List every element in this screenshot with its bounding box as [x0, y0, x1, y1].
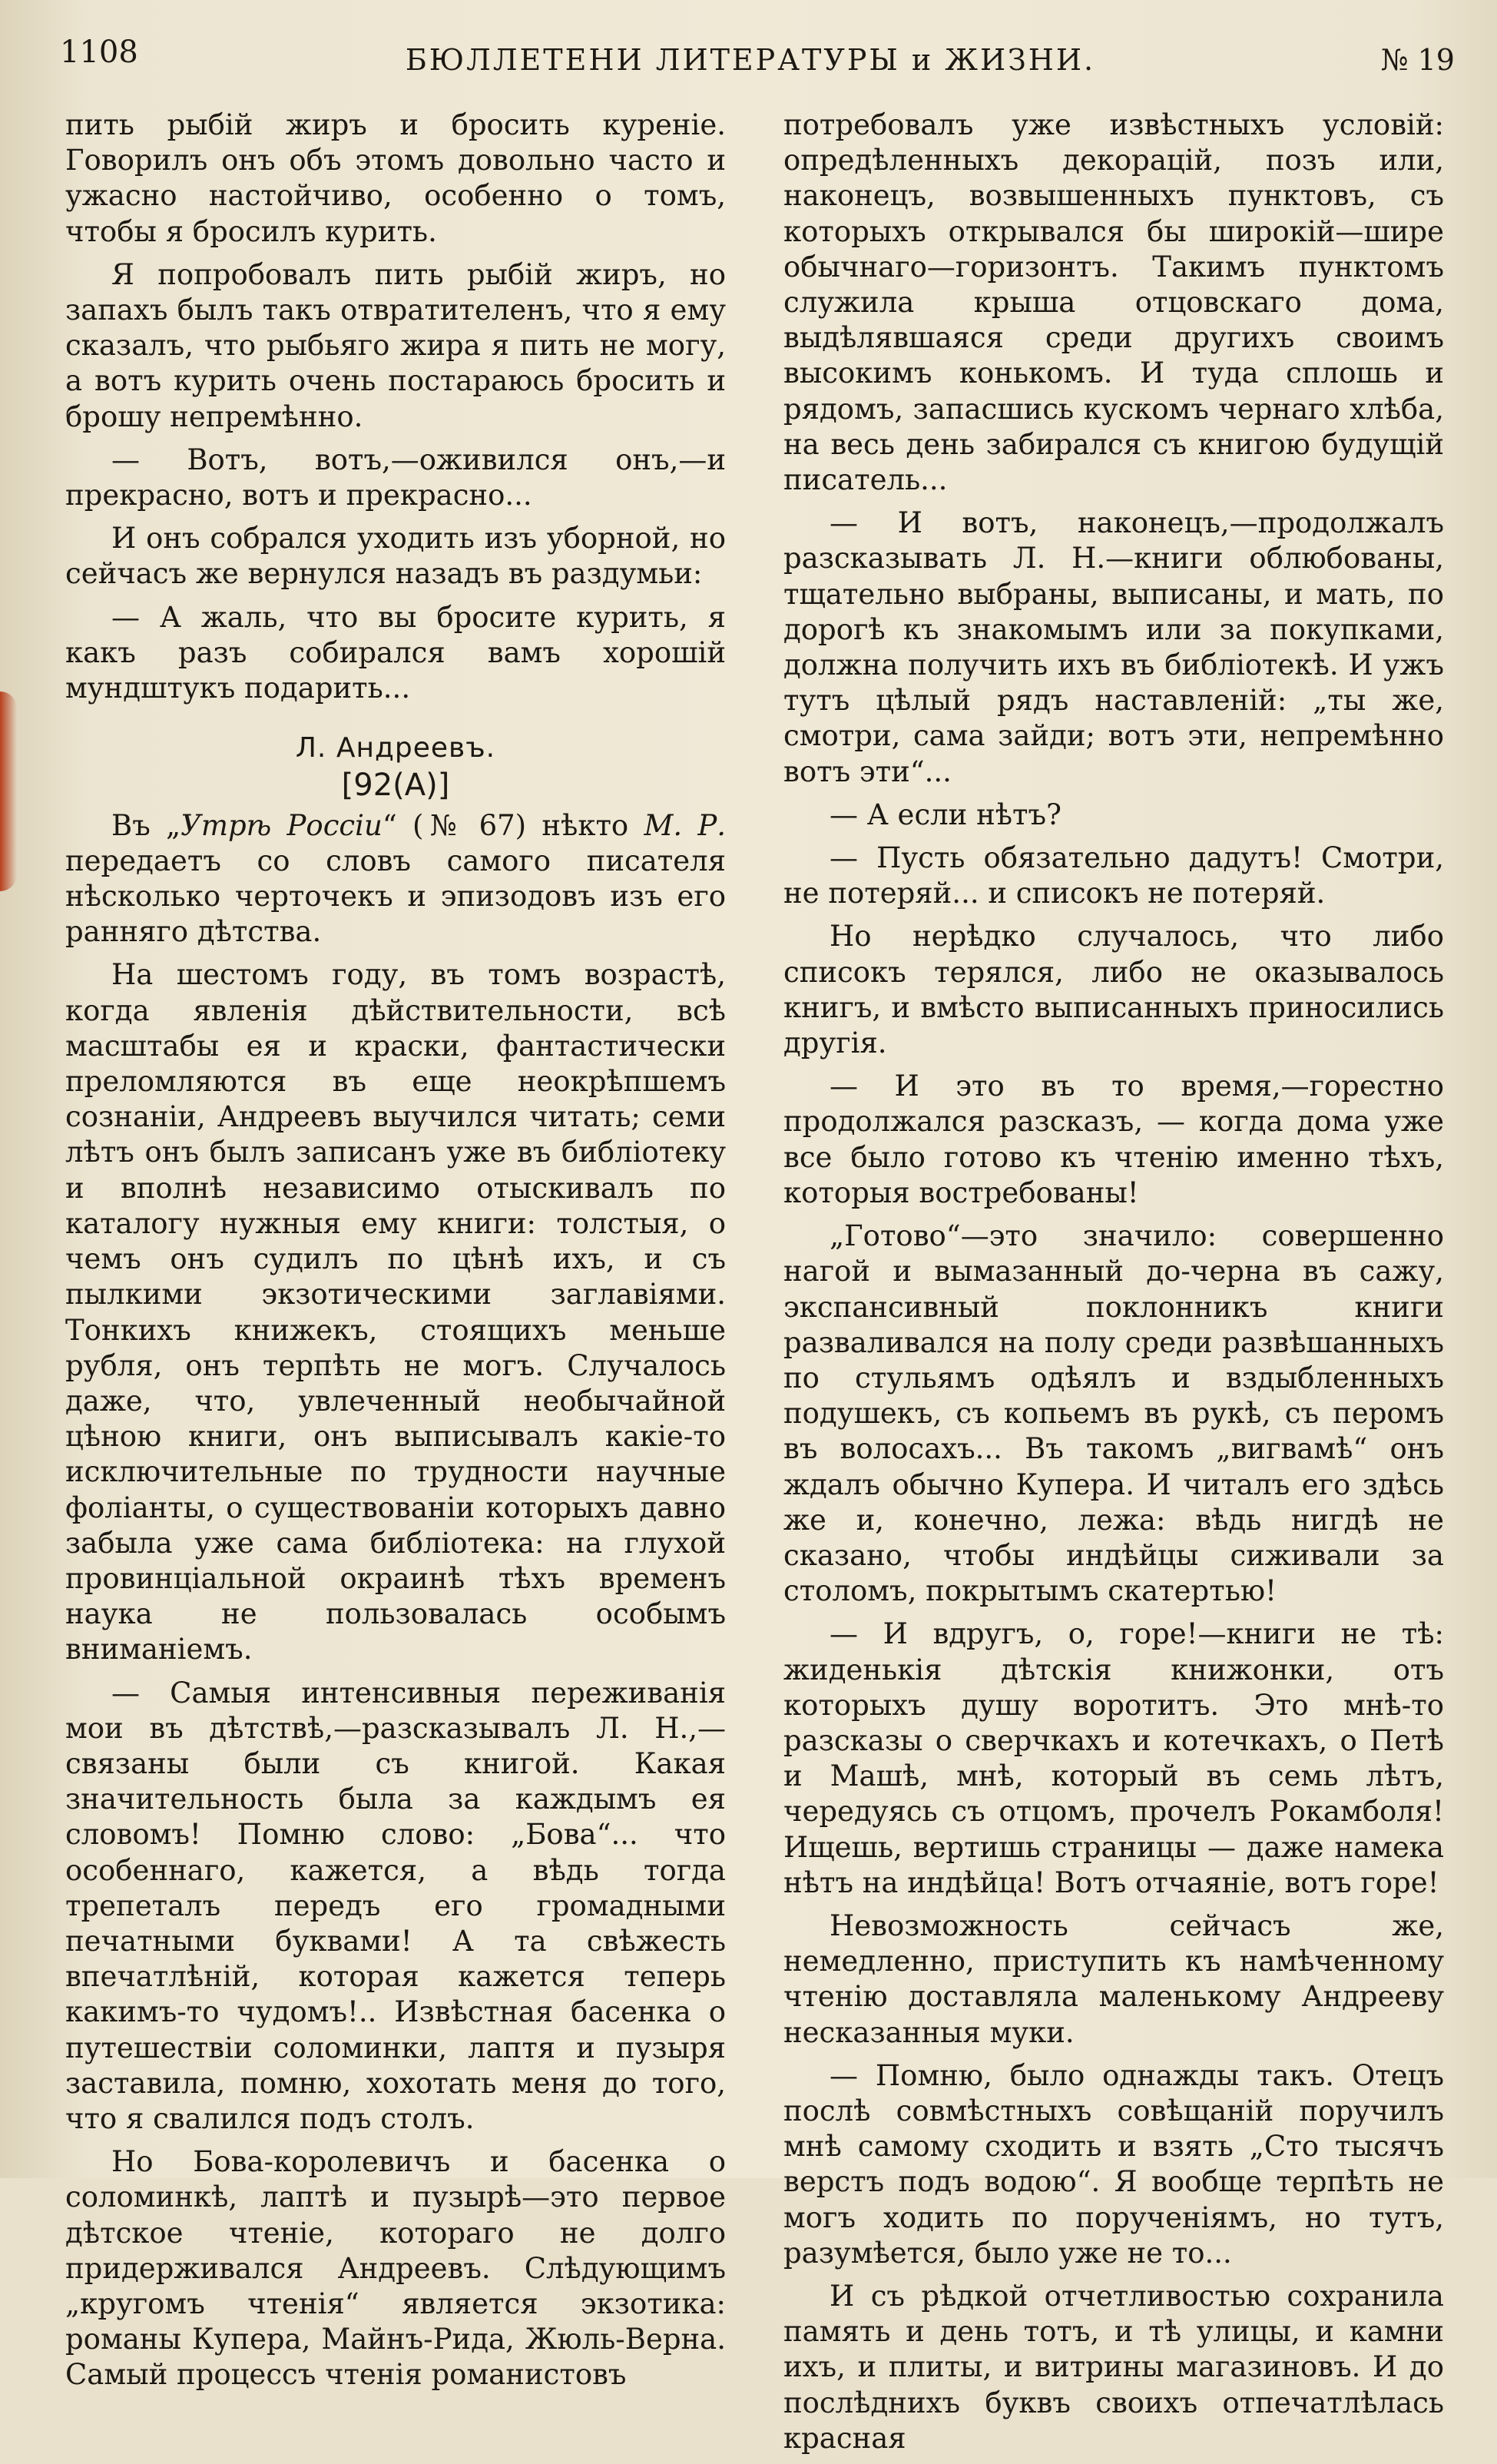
- article-author: Л. Андреевъ.: [295, 732, 496, 764]
- paragraph: И съ рѣдкой отчетливостью сохранила память и день тотъ, и тѣ улицы, и камни ихъ, и плиты, и витрины магазиновъ. И до послѣднихъ буквъ своихъ отпечатлѣлась красная: [783, 2279, 1444, 2455]
- article-reference: [92(А)]: [341, 768, 450, 804]
- running-title: БЮЛЛЕТЕНИ ЛИТЕРАТУРЫ и ЖИЗНИ.: [405, 43, 1096, 77]
- paragraph: На шестомъ году, въ томъ возрастѣ, когда явленія дѣйствительности, всѣ масштабы ея и краски, фантастически преломляются въ еще неокрѣпшемъ сознаніи, Андреевъ выучился читать; семи лѣтъ онъ былъ записанъ уже въ библіотеку и вполнѣ независимо отыскивалъ по каталогу нужныя ему книги: толстыя, о чемъ онъ судилъ по цѣнѣ ихъ, и съ пылкими экзотическими заглавіями. Тонкихъ книжекъ, стоящихъ меньше рубля, онъ терпѣть не могъ. Случалось даже, что, увлеченный необычайной цѣною книги, онъ выписывалъ какіе-то исключительные по трудности научные фоліанты, о существованіи которыхъ давно забыла уже сама библіотека: на глухой провинціальной окраинѣ тѣхъ временъ наука не пользовалась особымъ вниманіемъ.: [65, 958, 726, 1666]
- paragraph: Невозможность сейчасъ же, немедленно, приступить къ намѣченному чтенію доставляла маленькому Андрееву несказанныя муки.: [783, 1909, 1444, 2049]
- page-number: 1108: [60, 35, 138, 70]
- paragraph: — И вдругъ, о, горе!—книги не тѣ: жиденькія дѣтскія книжонки, отъ которыхъ душу воротитъ. Это мнѣ-то разсказы о сверчкахъ и котечкахъ, о Петѣ и Машѣ, мнѣ, который въ семь лѣтъ, чередуясь съ отцомъ, прочелъ Рокамболя! Ищешь, вертишь страницы — даже намека нѣтъ на индѣйца! Вотъ отчаяніе, вотъ горе!: [783, 1617, 1444, 1899]
- page-header: [46, 22, 1455, 83]
- page-edge-stain: [0, 691, 17, 891]
- source-title: Утрѣ Россіи: [181, 808, 383, 842]
- paragraph: Въ „Утрѣ Россіи“ (№ 67) нѣкто М. Р. передаетъ со словъ самого писателя нѣсколько черточекъ и эпизодовъ изъ его ранняго дѣтства.: [65, 808, 726, 949]
- paragraph: потребовалъ уже извѣстныхъ условій: опредѣленныхъ декорацій, позъ или, наконецъ, возвышенныхъ пунктовъ, съ которыхъ открывался бы широкій—шире обычнаго—горизонтъ. Такимъ пунктомъ служила крыша отцовскаго дома, выдѣлявшаяся среди другихъ своимъ высокимъ конькомъ. И туда сплошь и рядомъ, запасшись кускомъ чернаго хлѣба, на весь день забирался съ книгою будущій писатель...: [783, 108, 1444, 497]
- left-column: [65, 108, 726, 2401]
- paragraph: Но Бова-королевичъ и басенка о соломинкѣ, лаптѣ и пузырѣ—это первое дѣтское чтеніе, котораго не долго придерживался Андреевъ. Слѣдующимъ „кругомъ чтенія“ является экзотика: романы Купера, Майнъ-Рида, Жюль-Верна. Самый процессъ чтенія романистовъ: [65, 2145, 726, 2392]
- paragraph: „Готово“—это значило: совершенно нагой и вымазанный до-черна въ сажу, экспансивный поклонникъ книги разваливался на полу среди развѣшанныхъ по стульямъ одѣялъ и вздыбленныхъ подушекъ, съ копьемъ въ рукѣ, съ перомъ въ волосахъ... Въ такомъ „вигвамѣ“ онъ ждалъ обычно Купера. И читалъ его здѣсь же и, конечно, лежа: вѣдь нигдѣ не сказано, чтобы индѣйцы сиживали за столомъ, покрытымъ скатертью!: [783, 1219, 1444, 1608]
- paragraph: И онъ собрался уходить изъ уборной, но сейчасъ же вернулся назадъ въ раздумьи:: [65, 522, 726, 591]
- paragraph: — И вотъ, наконецъ,—продолжалъ разсказывать Л. Н.—книги облюбованы, тщательно выбраны, выписаны, и мать, по дорогѣ къ знакомымъ или за покупками, должна получить ихъ въ библіотекѣ. И ужъ тутъ цѣлый рядъ наставленій: „ты же, смотри, сама зайди; вотъ эти, непремѣнно вотъ эти“...: [783, 506, 1444, 788]
- paragraph: — Самыя интенсивныя переживанія мои въ дѣтствѣ,—разсказывалъ Л. Н.,—связаны были съ книгой. Какая значительность была за каждымъ ея словомъ! Помню слово: „Бова“... что особеннаго, кажется, а вѣдь тогда трепеталъ передъ его громадными печатными буквами! А та свѣжесть впечатлѣній, которая кажется теперь какимъ-то чудомъ!.. Извѣстная басенка о путешествіи соломинки, лаптя и пузыря заставила, помню, хохотать меня до того, что я свалился подъ столъ.: [65, 1676, 726, 2135]
- paragraph: пить рыбій жиръ и бросить куреніе. Говорилъ онъ объ этомъ довольно часто и ужасно настойчиво, особенно о томъ, чтобы я бросилъ курить.: [65, 108, 726, 248]
- paragraph: — А жаль, что вы бросите курить, я какъ разъ собирался вамъ хорошій мундштукъ подарить...: [65, 600, 726, 705]
- paragraph: — Вотъ, вотъ,—оживился онъ,—и прекрасно, вотъ и прекрасно...: [65, 443, 726, 512]
- paragraph: — Помню, было однажды такъ. Отецъ послѣ совмѣстныхъ совѣщаній поручилъ мнѣ самому сходить и взять „Сто тысячъ верстъ подъ водою“. Я вообще терпѣть не могъ ходить по порученіямъ, но тутъ, разумѣется, было уже не то...: [783, 2058, 1444, 2270]
- paragraph: Но нерѣдко случалось, что либо списокъ терялся, либо не оказывалось книгъ, и вмѣсто выписанныхъ приносились другія.: [783, 920, 1444, 1060]
- paragraph: — Пусть обязательно дадутъ! Смотри, не потеряй... и списокъ не потеряй.: [783, 841, 1444, 910]
- right-column: [783, 108, 1444, 2464]
- correspondent-name: М. Р.: [644, 808, 726, 842]
- issue-number: № 19: [1380, 43, 1455, 77]
- paragraph: — А если нѣтъ?: [830, 798, 1061, 831]
- paragraph: Я попробовалъ пить рыбій жиръ, но запахъ былъ такъ отвратителенъ, что я ему сказалъ, что рыбьяго жира я пить не могу, а вотъ курить очень постараюсь бросить и брошу непремѣнно.: [65, 257, 726, 433]
- paragraph: — И это въ то время,—горестно продолжался разсказъ, — когда дома уже все было готово къ чтенію именно тѣхъ, которыя востребованы!: [783, 1070, 1444, 1209]
